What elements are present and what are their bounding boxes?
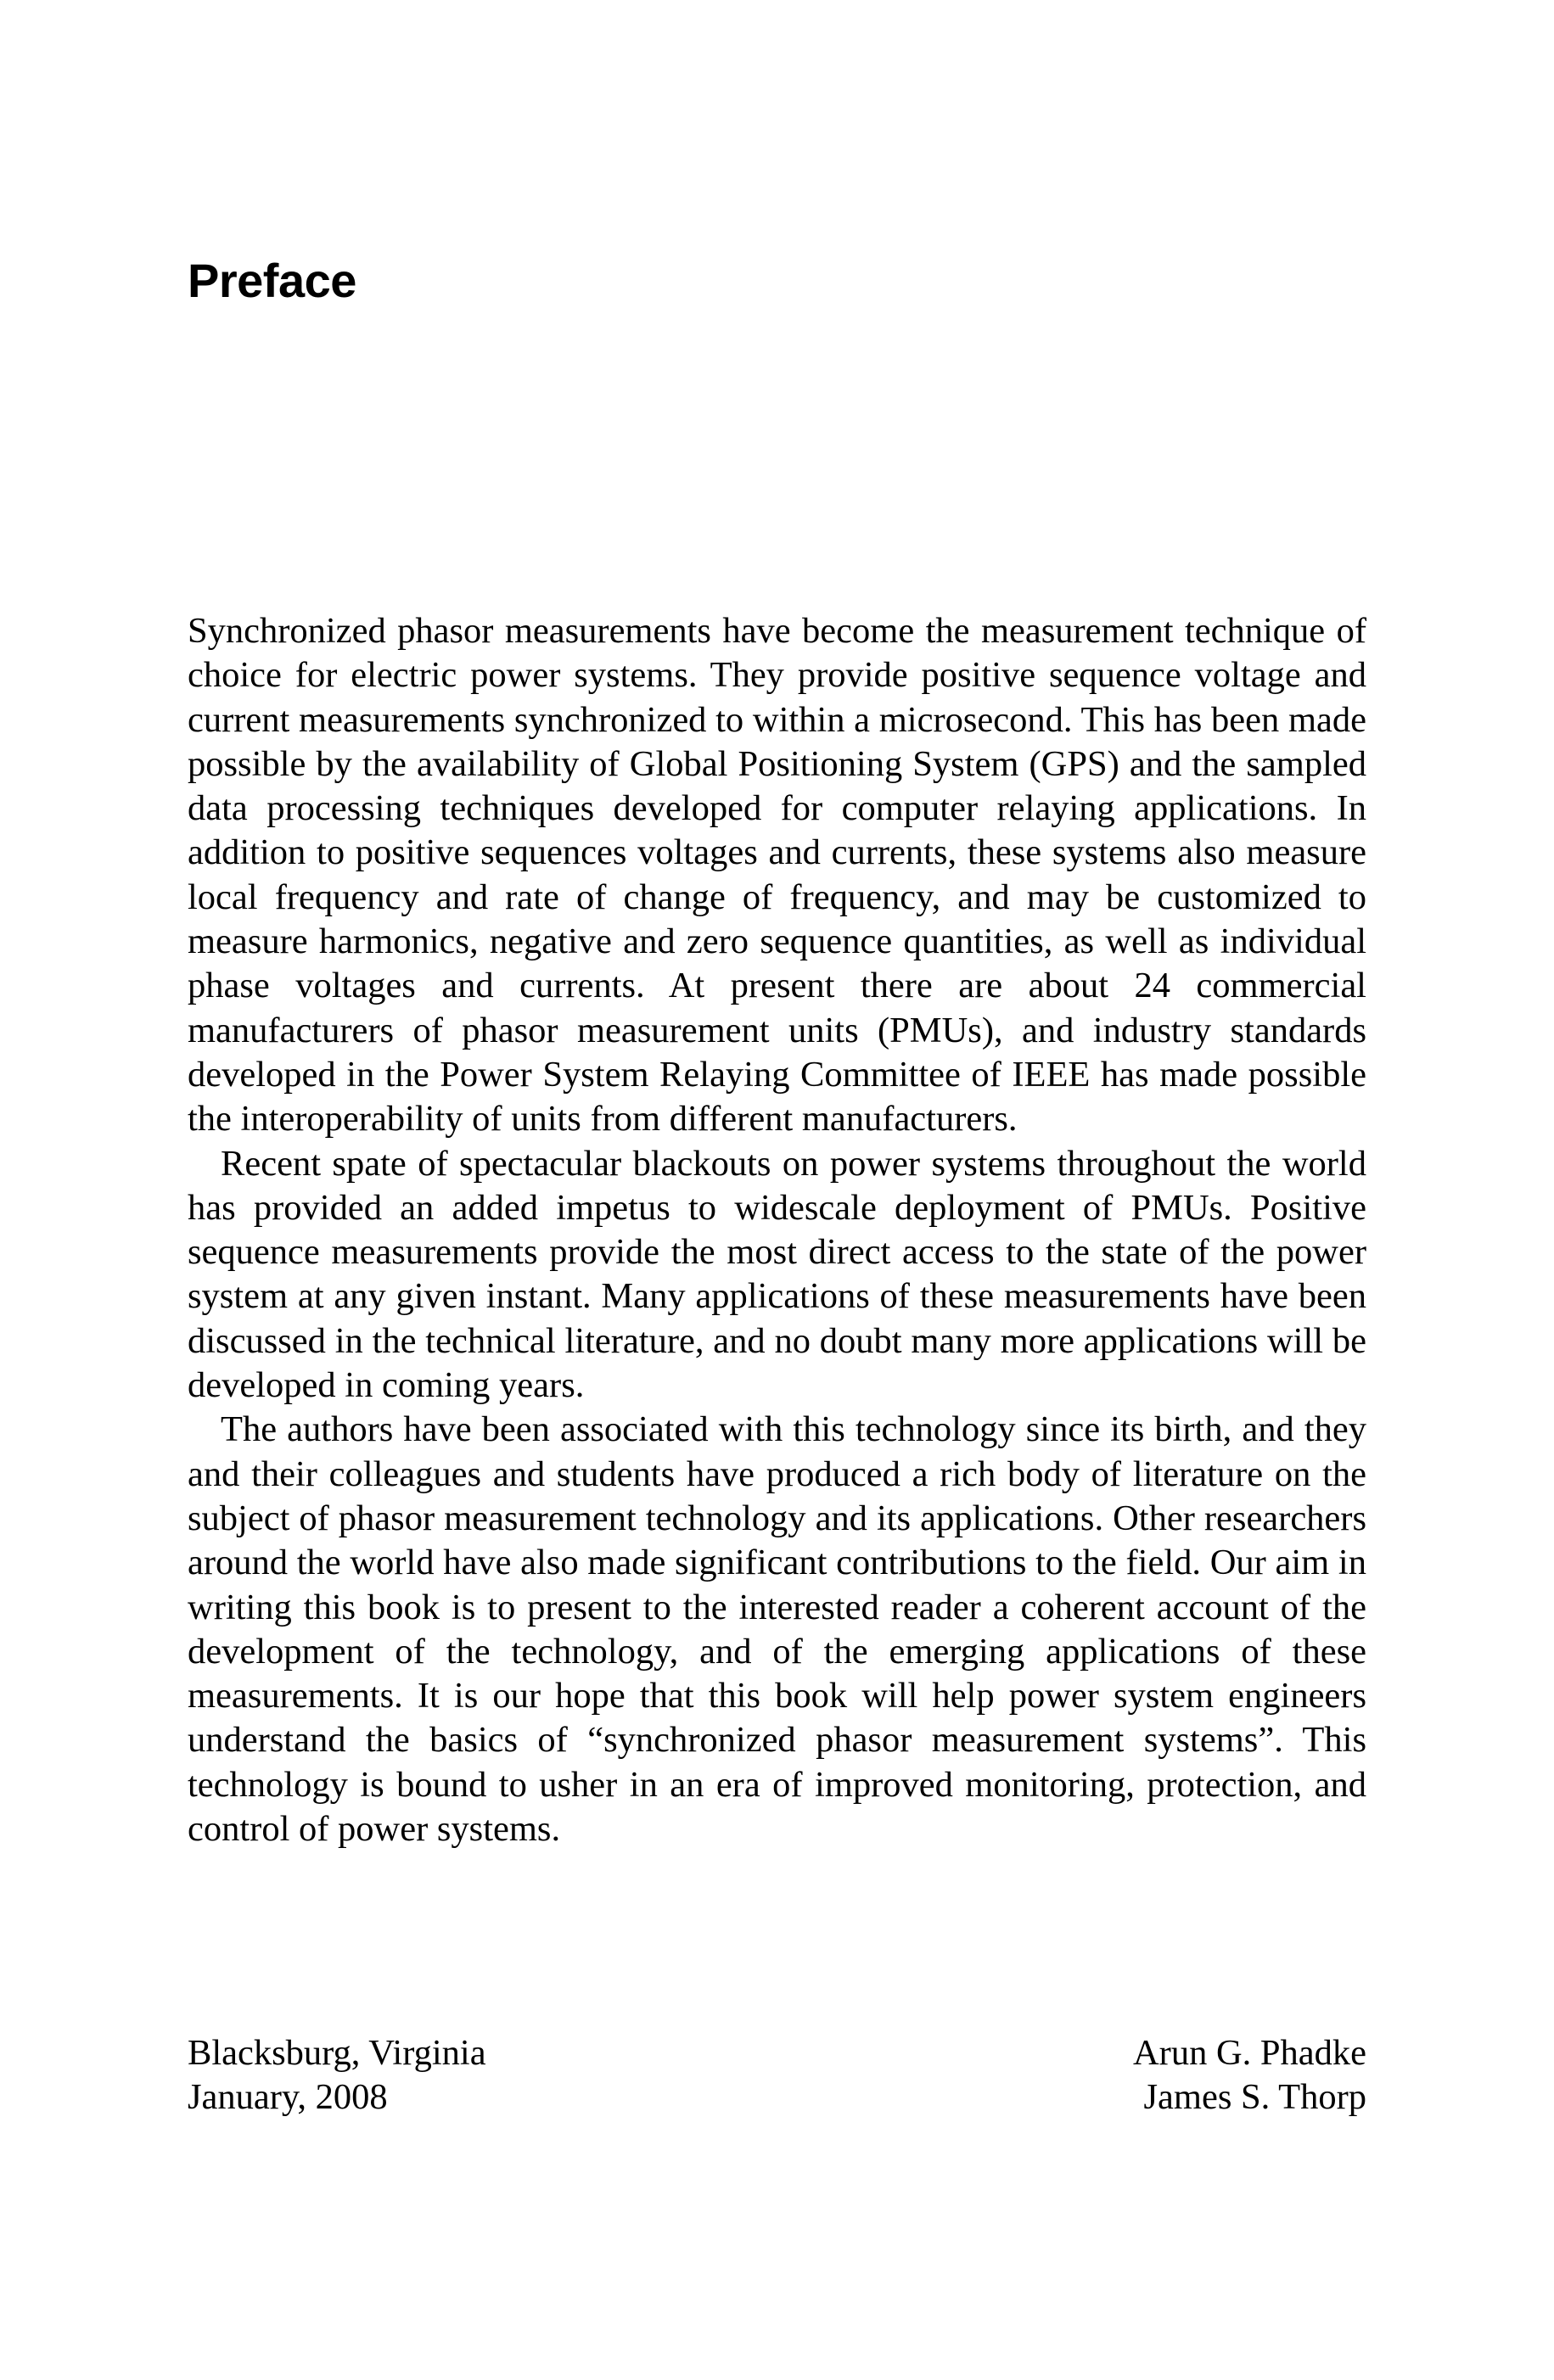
paragraph: Recent spate of spectacular blackouts on power systems throughout the world has provided an added impetus to widescale deployment of PMUs. Positive sequence measurements provide the most direct access to the state of the power system at any given instant. Many applications of these measurements have been discussed in the technical literature, and no doubt many more applications will be developed in coming years. <box>188 1143 1366 1406</box>
paragraph: The authors have been associated with this technology since its birth, and they and their colleagues and students have produced a rich body of literature on the subject of phasor measurement technology and its applications. Other researchers around the world have also made significant contributions to the field. Our aim in writing this book is to present to the interested reader a coherent account of the development of the technology, and of the emerging applications of these measurements. It is our hope that this book will help power system engineers understand the basics of “synchronized phasor measurement systems”. This technology is bound to usher in an era of improved monitoring, protection, and control of power systems. <box>188 1409 1366 1850</box>
signoff-location-block <box>188 2031 486 2120</box>
preface-body <box>188 609 1366 1851</box>
signoff-authors-block <box>1133 2031 1366 2120</box>
signoff-date: January, 2008 <box>188 2077 388 2118</box>
author-name: James S. Thorp <box>1143 2077 1366 2118</box>
page-title: Preface <box>188 254 356 307</box>
signoff-place: Blacksburg, Virginia <box>188 2033 486 2073</box>
author-name: Arun G. Phadke <box>1132 2033 1366 2073</box>
paragraph: Synchronized phasor measurements have become the measurement technique of choice for electric power systems. They provide positive sequence voltage and current measurements synchronized to within a microsecond. This has been made possible by the availability of Global Positioning System (GPS) and the sampled data processing techniques developed for computer relaying applications. In addition to positive sequences voltages and currents, these systems also measure local frequency and rate of change of frequency, and may be customized to measure harmonics, negative and zero sequence quantities, as well as individual phase voltages and currents. At present there are about 24 commercial manufacturers of phasor measurement units (PMUs), and industry standards developed in the Power System Relaying Committee of IEEE has made possible the interoperability of units from different manufacturers. <box>188 611 1366 1140</box>
